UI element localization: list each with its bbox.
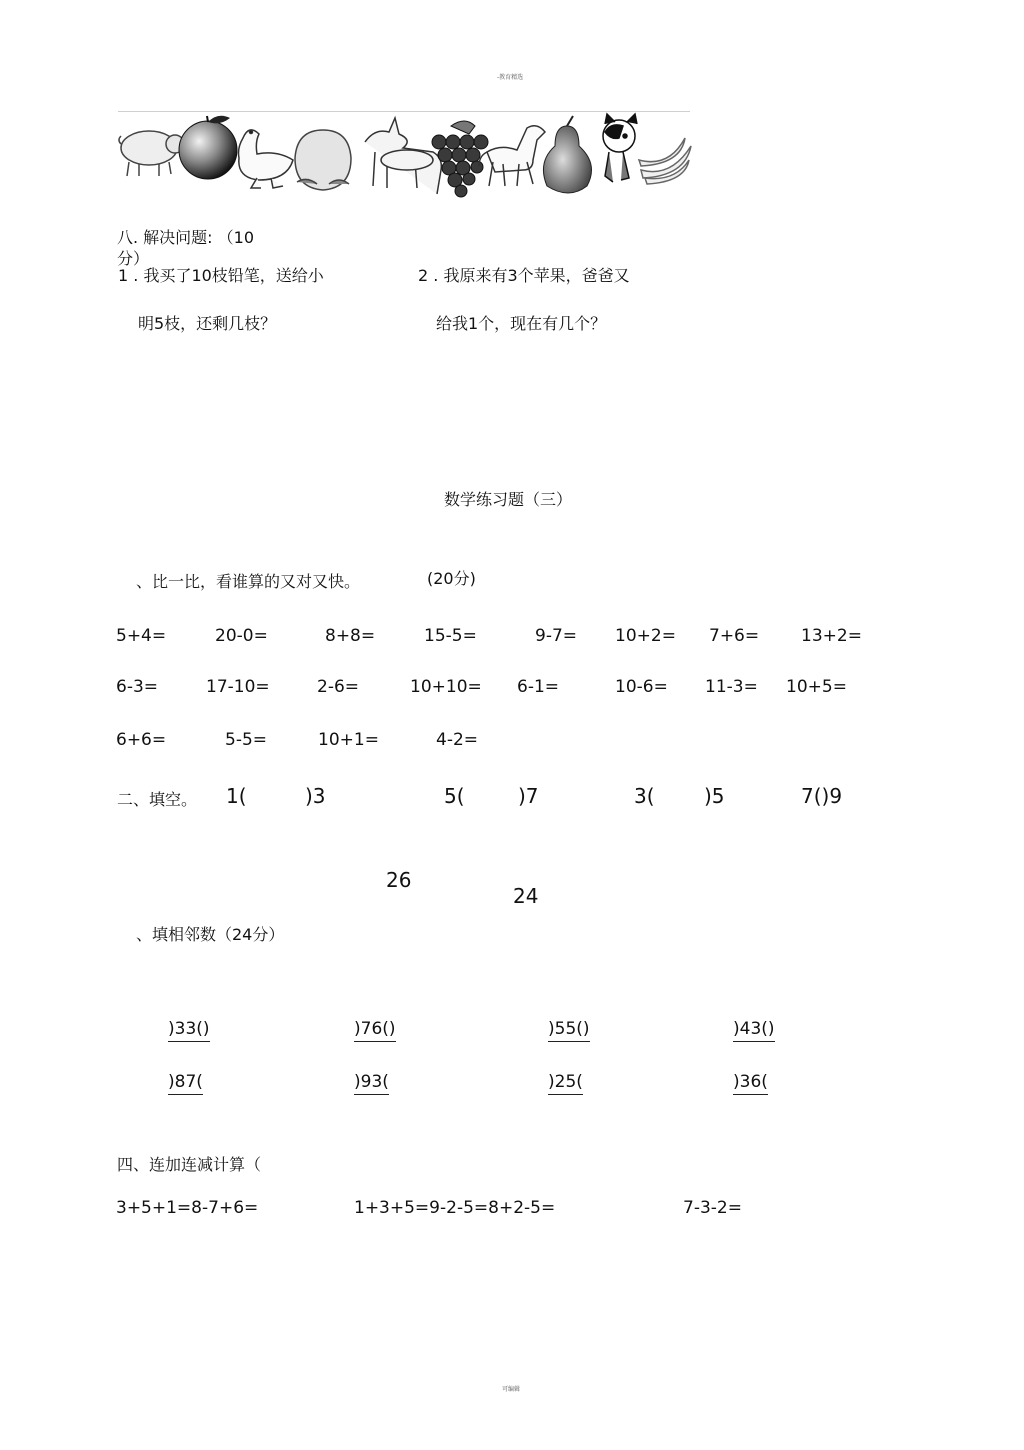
calc-item: 6+6= [116, 730, 167, 750]
chain-calc-item: 3+5+1=8-7+6= [116, 1198, 259, 1218]
neighbor-item: )93( [354, 1072, 389, 1095]
goat-icon [365, 118, 441, 194]
section1-title: 、比一比，看谁算的又对又快。 [136, 572, 361, 591]
picture-strip [115, 112, 695, 200]
calc-item: 6-3= [116, 677, 159, 697]
header-note: -教育精选 [497, 74, 524, 81]
apple-icon [179, 116, 237, 179]
calc-item: 5-5= [225, 730, 268, 750]
section1-score: (20分) [427, 569, 476, 588]
section2-title: 二、填空。 [117, 790, 198, 809]
question-1-line1: 1 . 我买了10枝铅笔，送给小 [118, 266, 324, 285]
chain-calc-item: 1+3+5=9-2-5=8+2-5= [354, 1198, 556, 1218]
calc-item: 4-2= [436, 730, 479, 750]
neighbor-item: )25( [548, 1072, 583, 1095]
calc-item: 5+4= [116, 626, 167, 646]
calc-item: 8+8= [325, 626, 376, 646]
floating-number: 24 [513, 884, 539, 908]
calc-item: 9-7= [535, 626, 578, 646]
calc-item: 17-10= [206, 677, 270, 697]
fill-item: 1( [226, 784, 247, 808]
fill-item: )5 [704, 784, 725, 808]
calc-item: 2-6= [317, 677, 360, 697]
section8-title: 八. 解决问题: （10 [117, 228, 255, 247]
footer-note: 可编辑 [502, 1386, 521, 1393]
neighbor-item: )87( [168, 1072, 203, 1095]
calc-item: 10+10= [410, 677, 482, 697]
calc-item: 10+1= [318, 730, 379, 750]
goose-icon [239, 130, 294, 188]
calc-item: 20-0= [215, 626, 268, 646]
fill-item: )7 [518, 784, 539, 808]
fill-item: 7()9 [801, 784, 843, 808]
neighbor-item: )43() [733, 1019, 775, 1042]
pig-icon [119, 131, 184, 176]
calc-item: 10-6= [615, 677, 668, 697]
neighbor-item: )55() [548, 1019, 590, 1042]
floating-number: 26 [386, 868, 412, 892]
calc-item: 6-1= [517, 677, 560, 697]
calc-item: 7+6= [709, 626, 760, 646]
question-1-line2: 明5枝，还剩几枝？ [138, 314, 277, 333]
chain-calc-item: 7-3-2= [683, 1198, 742, 1218]
fill-item: )3 [305, 784, 326, 808]
calc-item: 15-5= [424, 626, 477, 646]
question-2-line1: 2 . 我原来有3个苹果，爸爸又 [418, 266, 630, 285]
peach-icon [295, 130, 351, 190]
bananas-icon [639, 138, 691, 184]
neighbor-item: )36( [733, 1072, 768, 1095]
calc-item: 10+5= [786, 677, 847, 697]
cat-icon [603, 114, 637, 182]
question-2-line2: 给我1个，现在有几个？ [436, 314, 607, 333]
section4-title: 四、连加连减计算（ [117, 1155, 262, 1174]
horse-icon [479, 126, 545, 186]
fill-item: 5( [444, 784, 465, 808]
pear-icon [543, 116, 591, 193]
calc-item: 10+2= [615, 626, 676, 646]
neighbor-item: )33() [168, 1019, 210, 1042]
neighbor-item: )76() [354, 1019, 396, 1042]
section8-title-cont: 分） [117, 249, 150, 268]
page-title: 数学练习题（三） [444, 490, 573, 509]
fill-item: 3( [634, 784, 655, 808]
calc-item: 13+2= [801, 626, 862, 646]
section3-title: 、填相邻数（24分） [136, 925, 285, 944]
calc-item: 11-3= [705, 677, 758, 697]
